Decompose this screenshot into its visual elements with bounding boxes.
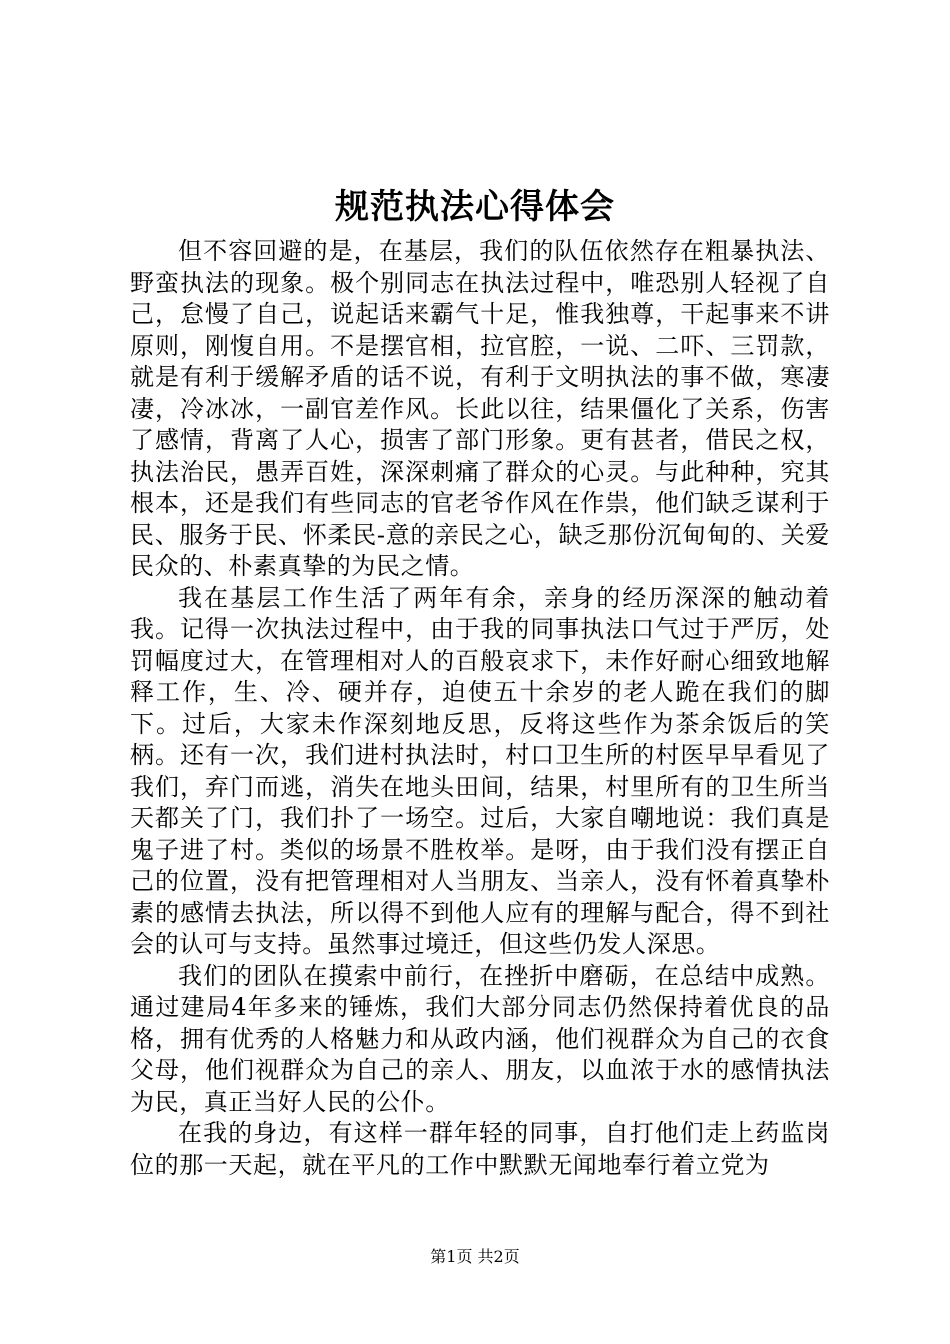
page-number-footer: 第1页 共2页 [430,1247,520,1266]
document-title: 规范执法心得体会 [335,187,615,227]
document-body [130,236,830,1181]
paragraph: 我在基层工作生活了两年有余，亲身的经历深深的触动着我。记得一次执法过程中，由于我的同事执法口气过于严厉，处罚幅度过大，在管理相对人的百般哀求下，未作好耐心细致地解释工作，生、冷、硬并存，迫使五十余岁的老人跪在我们的脚下。过后，大家未作深刻地反思，反将这些作为茶余饭后的笑柄。还有一次，我们进村执法时，村口卫生所的村医早早看见了我们，弃门而逃，消失在地头田间，结果，村里所有的卫生所当天都关了门，我们扑了一场空。过后，大家自嘲地说：我们真是鬼子进了村。类似的场景不胜枚举。是呀，由于我们没有摆正自己的位置，没有把管理相对人当朋友、当亲人，没有怀着真挚朴素的感情去执法，所以得不到他人应有的理解与配合，得不到社会的认可与支持。虽然事过境迁，但这些仍发人深思。 [130,583,830,958]
paragraph: 我们的团队在摸索中前行，在挫折中磨砺，在总结中成熟。通过建局4年多来的锤炼，我们大部分同志仍然保持着优良的品格，拥有优秀的人格魅力和从政内涵，他们视群众为自己的衣食父母，他们视群众为自己的亲人、朋友，以血浓于水的感情执法为民，真正当好人民的公仆。 [130,961,830,1116]
paragraph: 但不容回避的是，在基层，我们的队伍依然存在粗暴执法、野蛮执法的现象。极个别同志在执法过程中，唯恐别人轻视了自己，怠慢了自己，说起话来霸气十足，惟我独尊，干起事来不讲原则，刚愎自用。不是摆官相，拉官腔，一说、二吓、三罚款，就是有利于缓解矛盾的话不说，有利于文明执法的事不做，寒凄凄，冷冰冰，一副官差作风。长此以往，结果僵化了关系，伤害了感情，背离了人心，损害了部门形象。更有甚者，借民之权，执法治民，愚弄百姓，深深刺痛了群众的心灵。与此种种，究其根本，还是我们有些同志的官老爷作风在作祟，他们缺乏谋利于民、服务于民、怀柔民-意的亲民之心，缺乏那份沉甸甸的、关爱民众的、朴素真挚的为民之情。 [130,237,830,580]
paragraph: 在我的身边，有这样一群年轻的同事，自打他们走上药监岗位的那一天起，就在平凡的工作中默默无闻地奉行着立党为 [130,1119,830,1179]
